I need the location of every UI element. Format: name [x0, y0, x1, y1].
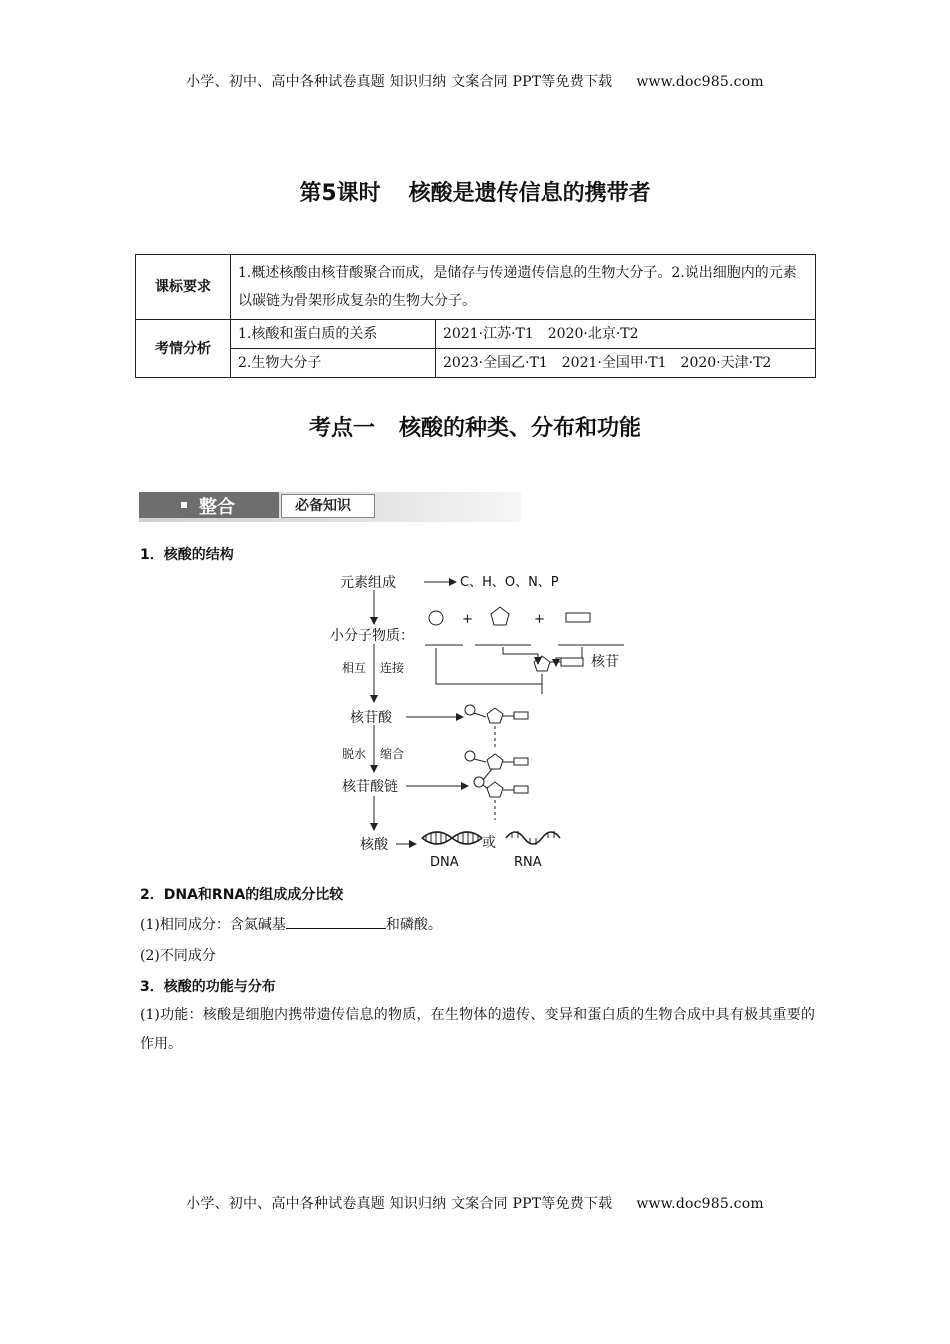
pentose-pentagon: [491, 607, 509, 625]
table-row: [136, 349, 816, 378]
phosphate-circle: [429, 611, 443, 625]
diagram-label: C、H、O、N、P: [460, 575, 559, 590]
section-heading: 核酸的种类、分布和功能: [399, 416, 642, 441]
diagram-label: 核苷酸: [350, 710, 392, 726]
page-footer: [0, 1193, 950, 1213]
table-row: [136, 255, 816, 320]
nucleic-acid-structure-diagram: [320, 568, 640, 873]
dna-helix-icon: [422, 832, 482, 844]
diagram-label: 核苷酸链: [342, 779, 398, 795]
diagram-label: 小分子物质：: [330, 628, 414, 644]
dna-label: DNA: [430, 855, 459, 870]
lesson-number: 第5课时: [299, 181, 381, 206]
heading-composition: 2．DNA和RNA的组成成分比较: [140, 887, 344, 903]
paragraph-different-components: (2)不同成分: [140, 948, 216, 964]
diagram-label: 或: [482, 835, 496, 851]
footer-url[interactable]: www.doc985.com: [636, 1196, 764, 1212]
nucleoside-base: [561, 658, 583, 666]
rna-label: RNA: [514, 855, 542, 870]
banner-main-label: 整合: [199, 497, 235, 518]
table-cell: 1.概述核酸由核苷酸聚合而成，是储存与传递遗传信息的生物大分子。2.说出细胞内的元素以碳链为骨架形成复杂的生物大分子。: [231, 255, 816, 320]
paragraph-same-components: [140, 914, 442, 934]
section-label: 考点一: [308, 416, 375, 441]
page-title: [0, 176, 950, 207]
diagram-label: 脱水: [342, 747, 367, 761]
diagram-label: 连接: [380, 661, 405, 675]
footer-text: 小学、初中、高中各种试卷真题 知识归纳 文案合同 PPT等免费下载: [186, 1196, 613, 1212]
table-cell: 2023·全国乙·T1 2021·全国甲·T1 2020·天津·T2: [436, 349, 816, 378]
diagram-label: 核酸: [360, 837, 388, 853]
table-cell: 2.生物大分子: [231, 349, 436, 378]
plus-sign: +: [462, 612, 473, 627]
section-banner: [139, 492, 521, 522]
diagram-label: 相互: [342, 661, 367, 675]
diagram-label: 元素组成: [340, 575, 396, 591]
paragraph-function: (1)功能：核酸是细胞内携带遗传信息的物质，在生物体的遗传、变异和蛋白质的生物合成中具有极其重要的作用。: [140, 1007, 815, 1052]
header-text: 小学、初中、高中各种试卷真题 知识归纳 文案合同 PPT等免费下载: [186, 74, 613, 90]
plus-sign: +: [534, 612, 545, 627]
heading-structure: 1．核酸的结构: [140, 547, 234, 563]
table-cell: 1.核酸和蛋白质的关系: [231, 320, 436, 349]
heading-function: 3．核酸的功能与分布: [140, 979, 276, 995]
square-bullet-icon: [181, 502, 187, 508]
text-fragment: (1)相同成分：含氮碱基: [140, 917, 286, 933]
table-label: 课标要求: [136, 255, 231, 320]
fill-blank[interactable]: [286, 916, 386, 929]
diagram-label: 核苷: [591, 654, 619, 670]
table-label: 考情分析: [136, 320, 231, 378]
nucleoside-sugar: [534, 656, 550, 671]
requirements-table: [135, 254, 816, 378]
text-fragment: 和磷酸。: [385, 917, 442, 933]
page-header: [0, 71, 950, 91]
diagram-label: 缩合: [380, 747, 405, 761]
section-title: [0, 411, 950, 442]
banner-sub-label: 必备知识: [295, 498, 351, 514]
table-cell: 2021·江苏·T1 2020·北京·T2: [436, 320, 816, 349]
rna-strand-icon: [506, 831, 560, 845]
lesson-topic: 核酸是遗传信息的携带者: [408, 181, 651, 206]
base-rectangle: [566, 613, 590, 622]
header-url[interactable]: www.doc985.com: [636, 74, 764, 90]
table-row: [136, 320, 816, 349]
